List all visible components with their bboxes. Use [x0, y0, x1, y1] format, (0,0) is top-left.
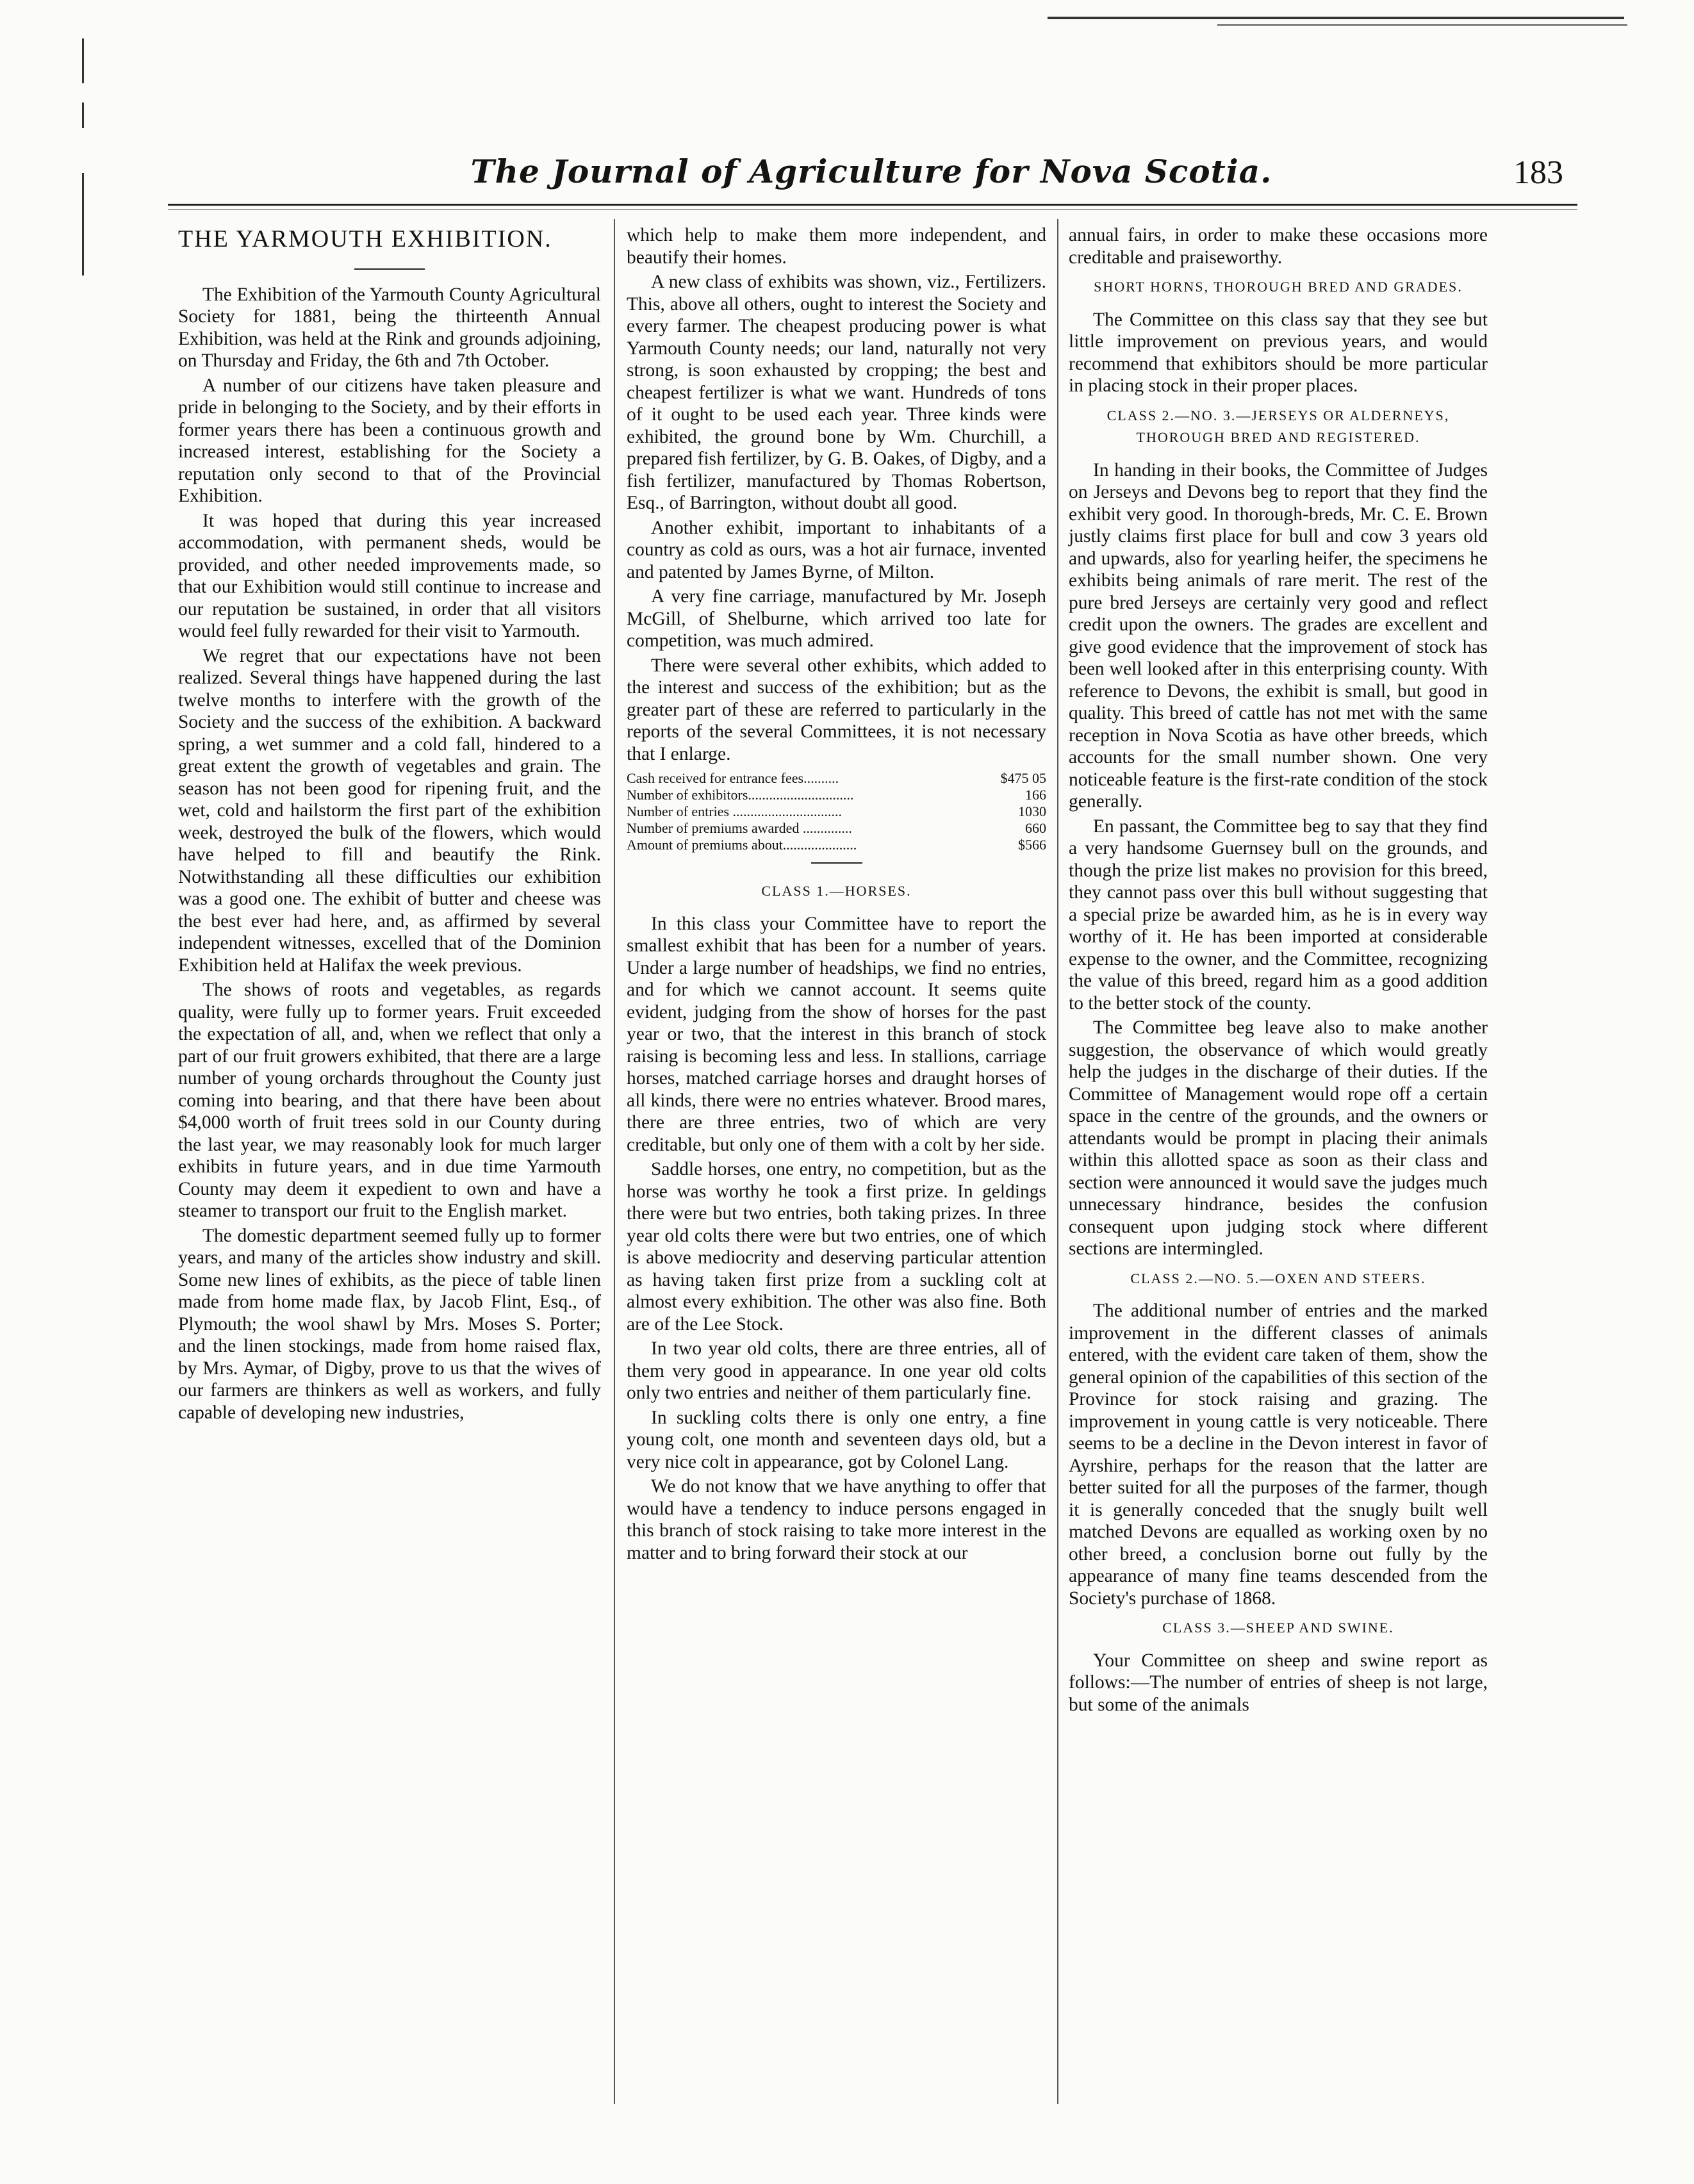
- stat-row: Amount of premiums about..................... $566: [627, 837, 1046, 853]
- column-divider: [1057, 219, 1058, 2104]
- column-3: [1069, 224, 1488, 2107]
- paragraph: In two year old colts, there are three entries, all of them very good in appearance. In one year old colts only two entries and neither of them particularly fine.: [627, 1338, 1046, 1403]
- article-title: THE YARMOUTH EXHIBITION.: [178, 226, 552, 252]
- running-title: The Journal of Agriculture for Nova Scotia.: [470, 152, 1272, 190]
- margin-marks: [76, 38, 95, 282]
- section-heading: CLASS 2.—NO. 5.—OXEN AND STEERS.: [1130, 1270, 1426, 1286]
- column-divider: [614, 219, 615, 2104]
- section-rule: [811, 862, 862, 864]
- section-heading: CLASS 1.—HORSES.: [761, 883, 912, 899]
- page-number: 183: [1513, 154, 1563, 191]
- section-heading: CLASS 2.—NO. 3.—JERSEYS OR ALDERNEYS, THOROUGH BRED AND REGISTERED.: [1106, 407, 1450, 445]
- paragraph: We do not know that we have anything to offer that would have a tendency to induce persons engaged in this branch of stock raising to take more interest in the matter and to bring forward their stock at our: [627, 1476, 1046, 1563]
- top-edge-rule-thin: [1217, 24, 1627, 26]
- paragraph: The Exhibition of the Yarmouth County Agricultural Society for 1881, being the thirteenth Annual Exhibition, was held at the Rink and grounds adjoining, on Thursday and Friday, the 6th and 7th October.: [178, 284, 601, 371]
- title-rule: [354, 268, 425, 270]
- paragraph: The additional number of entries and the marked improvement in the different classes of animals entered, with the evident care taken of them, show the general opinion of the capabilities of this section of the Province for stock raising and grazing. The improvement in young cattle is very noticeable. There seems to be a decline in the Devon interest in favor of Ayrshire, perhaps for the reason that the latter are better suited for all the purposes of the farmer, though it is generally conceded that the snugly built well matched Devons are equalled as working oxen by no other breed, a conclusion borne out fully by the appearance of many fine teams descended from the Society's purchase of 1868.: [1069, 1301, 1488, 1609]
- column-1: [178, 224, 601, 2107]
- paragraph: which help to make them more independent, and beautify their homes.: [627, 225, 1046, 268]
- section-heading: SHORT HORNS, THOROUGH BRED AND GRADES.: [1094, 279, 1463, 295]
- paragraph: We regret that our expectations have not been realized. Several things have happened during the last twelve months to interfere with the growth of the Society and the success of the exhibition. A backward spring, a wet summer and a cold fall, hindered to a great extent the growth of vegetables and grain. The season has not been good for ripening fruit, and the wet, cold and hailstorm the first part of the exhibition week, destroyed the bulk of the flowers, which would have helped to fill and beautify the Rink. Notwithstanding all these difficulties our exhibition was a good one. The exhibit of butter and cheese was the best ever had here, and, as affirmed by several independent witnesses, excelled that of the Dominion Exhibition held at Halifax the week previous.: [178, 645, 601, 976]
- paragraph: The shows of roots and vegetables, as regards quality, were fully up to former years. Fruit exceeded the expectation of all, and, when we reflect that only a part of our fruit growers exhibited, that there are a large number of young orchards throughout the County just coming into bearing, and that there have been about $4,000 worth of fruit trees sold in our County during the last year, we may reasonably look for much larger exhibits in future years, and in due time Yarmouth County may deem it expedient to own and have a steamer to transport our fruit to the English market.: [178, 980, 601, 1221]
- stat-row: Cash received for entrance fees.......... $475 05: [627, 770, 1046, 786]
- section-heading: CLASS 3.—SHEEP AND SWINE.: [1162, 1620, 1394, 1636]
- stat-row: Number of entries ............................... 1030: [627, 803, 1046, 819]
- page-header: [173, 152, 1570, 204]
- paragraph: There were several other exhibits, which added to the interest and success of the exhibition; but as the greater part of these are referred to particularly in the reports of the several Committees, it is not necessary that I enlarge.: [627, 655, 1046, 764]
- paragraph: In suckling colts there is only one entry, a fine young colt, one month and seventeen days old, but a very nice colt in appearance, got by Colonel Lang.: [627, 1407, 1046, 1472]
- column-2: [627, 224, 1046, 2107]
- paragraph: A very fine carriage, manufactured by Mr. Joseph McGill, of Shelburne, which arrived too late for competition, was much admired.: [627, 586, 1046, 651]
- paragraph: In handing in their books, the Committee of Judges on Jerseys and Devons beg to report that they find the exhibit very good. In thorough-breds, Mr. C. E. Brown justly claims first place for bull and cow 3 years old and upwards, also for yearling heifer, the specimens he exhibits being animals of rare merit. The rest of the pure bred Jerseys are certainly very good and reflect credit upon the owners. The grades are excellent and give good evidence that the improvement of stock has been well looked after in this enterprising county. With reference to Devons, the exhibit is small, but good in quality. This breed of cattle has not met with the same reception in Nova Scotia as have other breeds, which accounts for the small number shown. One very noticeable feature is the first-rate condition of the stock generally.: [1069, 459, 1488, 812]
- header-rule: [168, 204, 1577, 206]
- paragraph: The Committee beg leave also to make another suggestion, the observance of which would greatly help the judges in the discharge of their duties. If the Committee of Management would rope off a certain space in the centre of the grounds, and the owners or attendants would be prompt in placing their animals within this allotted space as soon as their class and section were announced it would save the judges much unnecessary hindrance, besides the confusion consequent upon judging stock where different sections are intermingled.: [1069, 1017, 1488, 1259]
- paragraph: En passant, the Committee beg to say that they find a very handsome Guernsey bull on the grounds, and though the prize list makes no provision for this breed, they cannot pass over this bull without suggesting that a special prize be awarded him, as he is in every way worthy of it. He has been imported at considerable expense to the owner, and the Committee, recognizing the value of this breed, regard him as a good addition to the better stock of the county.: [1069, 816, 1488, 1014]
- paragraph: The domestic department seemed fully up to former years, and many of the articles show industry and skill. Some new lines of exhibits, as the piece of table linen made from home made flax, by Jacob Flint, Esq., of Plymouth; the wool shawl by Mrs. Moses S. Porter; and the linen stockings, made from home raised flax, by Mrs. Aymar, of Digby, prove to us that the wives of our farmers are thinkers as well as workers, and fully capable of developing new industries,: [178, 1225, 601, 1423]
- paragraph: The Committee on this class say that they see but little improvement on previous years, and would recommend that exhibitors should be more particular in placing stock in their proper places.: [1069, 309, 1488, 396]
- paragraph: Your Committee on sheep and swine report as follows:—The number of entries of sheep is not large, but some of the animals: [1069, 1650, 1488, 1715]
- paragraph: In this class your Committee have to report the smallest exhibit that has been for a number of years. Under a large number of headships, we find no entries, and for which we cannot account. It seems quite evident, judging from the show of horses for the past year or two, that the interest in this branch of stock raising is becoming less and less. In stallions, carriage horses, matched carriage horses and draught horses of all kinds, there were no entries whatever. Brood mares, there are three entries, two of which are very creditable, but only one of them with a colt by her side.: [627, 913, 1046, 1155]
- stat-row: Number of premiums awarded .............. 660: [627, 820, 1046, 836]
- paragraph: Another exhibit, important to inhabitants of a country as cold as ours, was a hot air furnace, invented and patented by James Byrne, of Milton.: [627, 517, 1046, 582]
- paragraph: A number of our citizens have taken pleasure and pride in belonging to the Society, and by their efforts in former years there has been a continuous growth and increased interest, establishing for the Society a reputation only second to that of the Provincial Exhibition.: [178, 375, 601, 506]
- top-edge-rule: [1048, 17, 1624, 19]
- paragraph: annual fairs, in order to make these occasions more creditable and praiseworthy.: [1069, 225, 1488, 268]
- paragraph: Saddle horses, one entry, no competition, but as the horse was worthy he took a first prize. In geldings there were but two entries, both taking prizes. In three year old colts there were but two entries, one of which is above mediocrity and deserving particular attention as having taken first prize from a suckling colt at almost every exhibition. The other was also fine. Both are of the Lee Stock.: [627, 1159, 1046, 1334]
- stat-row: Number of exhibitors.............................. 166: [627, 787, 1046, 803]
- paragraph: A new class of exhibits was shown, viz., Fertilizers. This, above all others, ought to interest the Society and every farmer. The cheapest producing power is what Yarmouth County needs; our land, naturally not very strong, is soon exhausted by cropping; the best and cheapest fertilizer is what we want. Hundreds of tons of it ought to be used each year. Three kinds were exhibited, the ground bone by Wm. Churchill, a prepared fish fertilizer, by G. B. Oakes, of Digby, and a fish fertilizer, manufactured by Thomas Robertson, Esq., of Barrington, without doubt all good.: [627, 272, 1046, 513]
- paragraph: It was hoped that during this year increased accommodation, with permanent sheds, would be provided, and other needed improvements made, so that our Exhibition would still continue to increase and our reputation be sustained, in order that all visitors would feel fully rewarded for their visit to Yarmouth.: [178, 510, 601, 641]
- statistics-table: [627, 770, 1046, 853]
